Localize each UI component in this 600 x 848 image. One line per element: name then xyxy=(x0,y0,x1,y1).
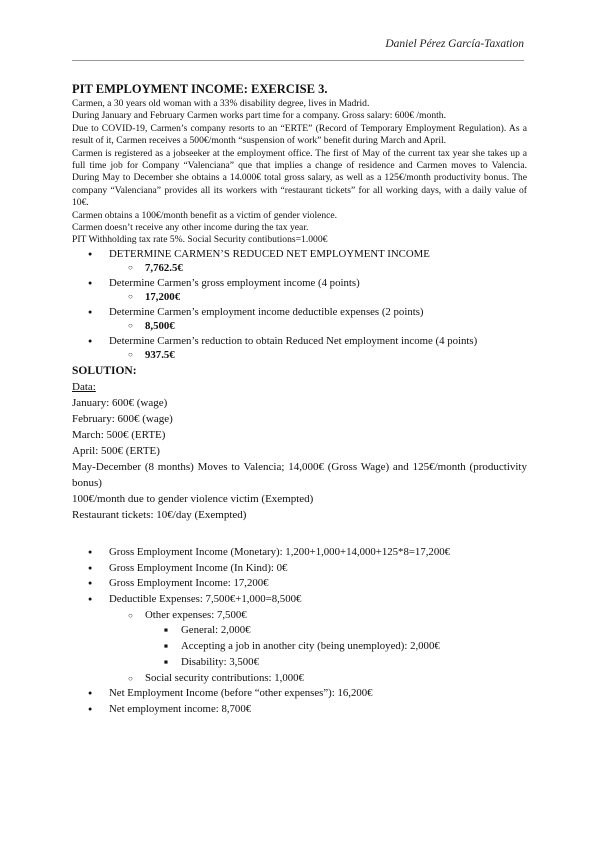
question-item xyxy=(72,276,527,305)
exercise-statement xyxy=(72,98,527,247)
result-item-deductible xyxy=(72,592,527,686)
data-line: May-December (8 months) Moves to Valencia; 14,000€ (Gross Wage) and 125€/month (productivity bonus) xyxy=(72,460,527,489)
question-item xyxy=(72,247,527,276)
statement-paragraph: Carmen, a 30 years old woman with a 33% disability degree, lives in Madrid. xyxy=(72,98,370,109)
question-answer xyxy=(72,319,527,334)
data-label: Data: xyxy=(72,380,96,393)
data-line: 100€/month due to gender violence victim (Exempted) xyxy=(72,492,314,505)
question-text: DETERMINE CARMEN’S REDUCED NET EMPLOYMENT INCOME xyxy=(109,247,430,260)
question-answer xyxy=(72,290,527,305)
statement-paragraph: During January and February Carmen works part time for a company. Gross salary: 600€ /month. xyxy=(72,110,446,122)
data-line: Restaurant tickets: 10€/day (Exempted) xyxy=(72,508,247,521)
questions-list xyxy=(72,247,527,363)
result-text: Deductible Expenses: 7,500€+1,000=8,500€ xyxy=(109,592,302,605)
answer-value: 7,762.5€ xyxy=(145,262,183,275)
question-text: Determine Carmen’s gross employment income (4 points) xyxy=(109,276,360,289)
statement-paragraph: PIT Withholding tax rate 5%. Social Security contibutions=1.000€ xyxy=(72,234,328,246)
data-line: February: 600€ (wage) xyxy=(72,412,173,425)
statement-paragraph: Carmen doesn’t receive any other income during the tax year. xyxy=(72,222,309,234)
sub-result-item: ○ Social security contributions: 1,000€ xyxy=(72,671,527,687)
document-body xyxy=(72,82,527,718)
results-section xyxy=(72,545,527,718)
data-section xyxy=(72,395,527,523)
result-item: ● Net Employment Income (before “other expenses”): 16,200€ xyxy=(72,686,527,702)
statement-paragraph: Due to COVID-19, Carmen’s company resorts to an “ERTE” (Record of Temporary Employment Regulation). As a result of it, Carmen receives a 500€/month “suspension of work” benefit during March and April. xyxy=(72,122,527,147)
sub-sub-result-item: ■ Accepting a job in another city (being unemployed): 2,000€ xyxy=(72,639,527,655)
data-line: March: 500€ (ERTE) xyxy=(72,428,166,441)
question-item xyxy=(72,305,527,334)
solution-title: SOLUTION: xyxy=(72,364,137,377)
result-item: ● Gross Employment Income (Monetary): 1,200+1,000+14,000+125*8=17,200€ xyxy=(72,545,527,561)
header-author: Daniel Pérez García-Taxation xyxy=(385,38,524,50)
results-list xyxy=(72,545,527,718)
sub-sub-result-item: ■ Disability: 3,500€ xyxy=(72,655,527,671)
question-answer xyxy=(72,348,527,363)
sub-sub-result-item: ■ General: 2,000€ xyxy=(72,623,527,639)
data-line: January: 600€ (wage) xyxy=(72,396,168,409)
sub-result-item xyxy=(72,608,527,671)
question-text: Determine Carmen’s reduction to obtain Reduced Net employment income (4 points) xyxy=(109,334,478,347)
answer-value: 937.5€ xyxy=(145,349,175,362)
question-item xyxy=(72,334,527,363)
question-answer xyxy=(72,261,527,276)
answer-value: 8,500€ xyxy=(145,320,175,333)
data-line: April: 500€ (ERTE) xyxy=(72,444,160,457)
result-item: ● Gross Employment Income (In Kind): 0€ xyxy=(72,561,527,577)
answer-value: 17,200€ xyxy=(145,291,181,304)
result-text: Other expenses: 7,500€ xyxy=(145,608,247,621)
statement-paragraph: Carmen obtains a 100€/month benefit as a victim of gender violence. xyxy=(72,209,338,221)
result-item: ● Gross Employment Income: 17,200€ xyxy=(72,576,527,592)
question-text: Determine Carmen’s employment income deductible expenses (2 points) xyxy=(109,305,424,318)
result-item: ● Net employment income: 8,700€ xyxy=(72,702,527,718)
statement-paragraph: Carmen is registered as a jobseeker at the employment office. The first of May of the current tax year she takes up a full time job for Company “Valenciana” que that implies a change of residence and Carmen moves to Valencia. During May to December she obtains a 14.000€ total gross salary, as well as a 125€/month productivity bonus. The company “Valenciana” provides all its workers with “restaurant tickets” for all working days, with a daily value of 10€. xyxy=(72,147,527,209)
header-divider xyxy=(72,60,524,61)
exercise-title: PIT EMPLOYMENT INCOME: EXERCISE 3. xyxy=(72,82,328,96)
